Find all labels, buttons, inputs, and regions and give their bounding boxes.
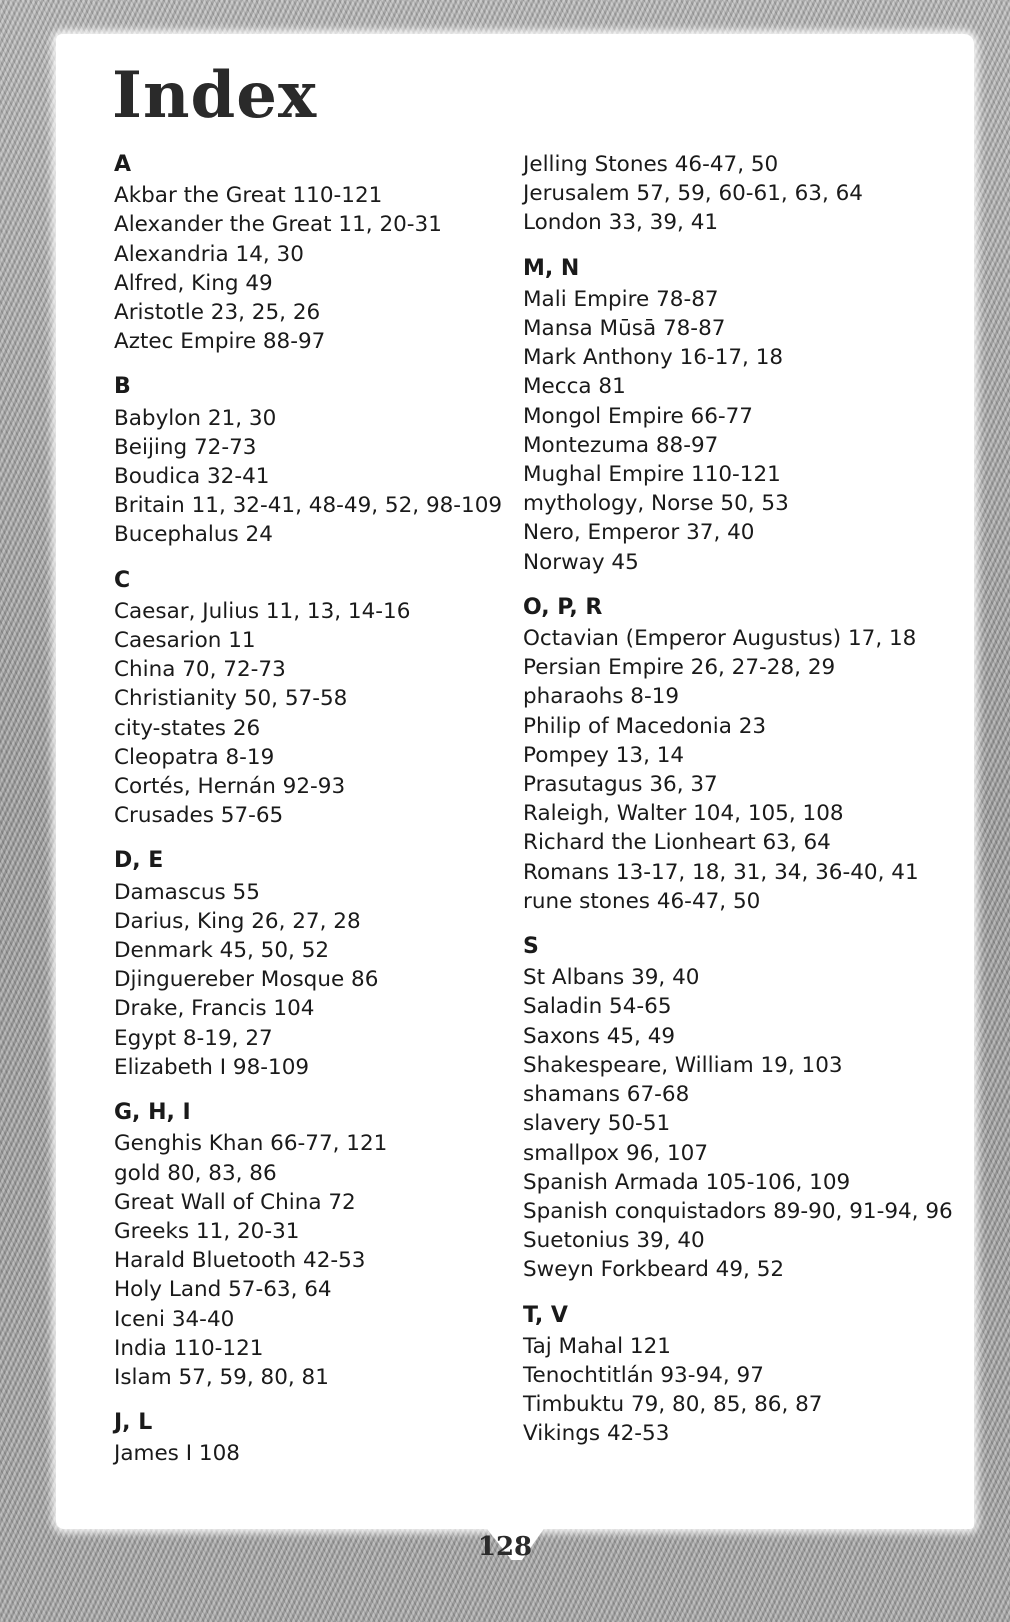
index-entry: Caesarion 11 — [114, 628, 256, 654]
section-letter: T, V — [523, 1302, 568, 1328]
index-entry: Iceni 34-40 — [114, 1306, 235, 1332]
index-entry: rune stones 46-47, 50 — [523, 888, 761, 914]
index-entry: Holy Land 57-63, 64 — [114, 1277, 332, 1303]
index-entry: Djinguereber Mosque 86 — [114, 967, 379, 993]
page-number: 128 — [477, 1532, 533, 1562]
index-entry: slavery 50-51 — [523, 1111, 671, 1137]
index-entry: Richard the Lionheart 63, 64 — [523, 830, 831, 856]
index-entry: Alfred, King 49 — [114, 270, 273, 296]
section-letter: M, N — [523, 255, 580, 281]
index-entry: Alexander the Great 11, 20-31 — [114, 212, 442, 238]
index-entry: Mark Anthony 16-17, 18 — [523, 345, 784, 371]
index-entry: Cortés, Hernán 92-93 — [114, 774, 346, 800]
index-entry: Jelling Stones 46-47, 50 — [523, 152, 779, 177]
index-entry: shamans 67-68 — [523, 1082, 690, 1108]
index-section — [523, 932, 963, 1284]
index-section — [114, 372, 503, 549]
index-section — [523, 1301, 963, 1449]
index-entry: London 33, 39, 41 — [523, 210, 719, 236]
index-entry: Nero, Emperor 37, 40 — [523, 520, 755, 546]
index-entry: Vikings 42-53 — [523, 1421, 670, 1447]
index-column-right — [523, 150, 963, 1449]
index-entry: Alexandria 14, 30 — [114, 241, 304, 267]
index-entry: Mongol Empire 66-77 — [523, 403, 753, 429]
index-section — [523, 254, 963, 577]
index-entry: Denmark 45, 50, 52 — [114, 938, 330, 964]
index-entry: Babylon 21, 30 — [114, 405, 277, 431]
index-entry: Mansa Mūsā 78-87 — [523, 316, 726, 342]
index-entry: Harald Bluetooth 42-53 — [114, 1248, 366, 1274]
index-section — [114, 1098, 494, 1392]
index-entry: Britain 11, 32-41, 48-49, 52, 98-109 — [114, 493, 503, 519]
index-entry: Timbuktu 79, 80, 85, 86, 87 — [523, 1392, 823, 1418]
index-entry: Norway 45 — [523, 549, 639, 575]
index-entry: India 110-121 — [114, 1335, 264, 1361]
index-entry: Egypt 8-19, 27 — [114, 1025, 273, 1051]
index-entry: city-states 26 — [114, 715, 261, 741]
index-section — [114, 150, 494, 356]
index-entry: Beijing 72-73 — [114, 434, 257, 460]
section-letter: B — [114, 374, 131, 400]
index-entry: Suetonius 39, 40 — [523, 1228, 705, 1254]
index-entry: Saladin 54-65 — [523, 994, 672, 1020]
index-section — [523, 593, 963, 916]
index-entry: Drake, Francis 104 — [114, 996, 315, 1022]
index-entry: mythology, Norse 50, 53 — [523, 491, 789, 517]
index-entry: Mali Empire 78-87 — [523, 286, 719, 312]
index-section — [523, 150, 963, 238]
index-entry: Greeks 11, 20-31 — [114, 1218, 300, 1244]
index-entry: Saxons 45, 49 — [523, 1023, 676, 1049]
index-entry: Spanish conquistadors 89-90, 91-94, 96 — [523, 1198, 953, 1224]
index-entry: Genghis Khan 66-77, 121 — [114, 1131, 388, 1157]
index-entry: Octavian (Emperor Augustus) 17, 18 — [523, 626, 917, 652]
index-entry: Romans 13-17, 18, 31, 34, 36-40, 41 — [523, 859, 919, 885]
index-entry: Persian Empire 26, 27-28, 29 — [523, 655, 836, 681]
index-entry: Aristotle 23, 25, 26 — [114, 300, 321, 326]
index-entry: James I 108 — [114, 1441, 240, 1467]
section-letter: G, H, I — [114, 1100, 191, 1126]
index-entry: Great Wall of China 72 — [114, 1189, 356, 1215]
page-title: Index — [112, 58, 318, 133]
index-entry: Damascus 55 — [114, 879, 260, 905]
index-entry: Cleopatra 8-19 — [114, 744, 275, 770]
section-letter: A — [114, 152, 132, 177]
section-letter: C — [114, 567, 131, 593]
index-entry: Jerusalem 57, 59, 60-61, 63, 64 — [523, 181, 863, 207]
index-column-left — [114, 150, 503, 1469]
index-entry: Philip of Macedonia 23 — [523, 713, 767, 739]
section-letter: S — [523, 934, 539, 960]
index-entry: pharaohs 8-19 — [523, 684, 680, 710]
index-entry: gold 80, 83, 86 — [114, 1160, 277, 1186]
index-entry: Shakespeare, William 19, 103 — [523, 1052, 843, 1078]
index-entry: Akbar the Great 110-121 — [114, 183, 383, 209]
index-entry: Elizabeth I 98-109 — [114, 1054, 310, 1080]
index-entry: Aztec Empire 88-97 — [114, 329, 326, 355]
index-entry: Mughal Empire 110-121 — [523, 462, 781, 488]
index-entry: Sweyn Forkbeard 49, 52 — [523, 1257, 785, 1283]
index-entry: St Albans 39, 40 — [523, 965, 700, 991]
section-letter: D, E — [114, 848, 164, 874]
index-entry: Darius, King 26, 27, 28 — [114, 908, 361, 934]
section-letter: J, L — [114, 1410, 153, 1436]
index-entry: Boudica 32-41 — [114, 464, 270, 490]
index-entry: Taj Mahal 121 — [523, 1333, 671, 1359]
index-entry: Christianity 50, 57-58 — [114, 686, 348, 712]
index-entry: Pompey 13, 14 — [523, 742, 685, 768]
index-entry: Caesar, Julius 11, 13, 14-16 — [114, 598, 411, 624]
index-entry: Spanish Armada 105-106, 109 — [523, 1169, 851, 1195]
index-entry: Crusades 57-65 — [114, 803, 284, 829]
index-entry: Tenochtitlán 93-94, 97 — [523, 1362, 764, 1388]
index-entry: Mecca 81 — [523, 374, 626, 400]
index-entry: Bucephalus 24 — [114, 522, 273, 548]
index-section — [114, 566, 494, 831]
index-entry: Islam 57, 59, 80, 81 — [114, 1364, 329, 1390]
index-section — [114, 1408, 494, 1468]
index-entry: smallpox 96, 107 — [523, 1140, 709, 1166]
index-entry: China 70, 72-73 — [114, 657, 286, 683]
index-section — [114, 846, 494, 1082]
section-letter: O, P, R — [523, 594, 603, 620]
index-entry: Prasutagus 36, 37 — [523, 772, 718, 798]
index-entry: Montezuma 88-97 — [523, 432, 719, 458]
index-entry: Raleigh, Walter 104, 105, 108 — [523, 801, 844, 827]
